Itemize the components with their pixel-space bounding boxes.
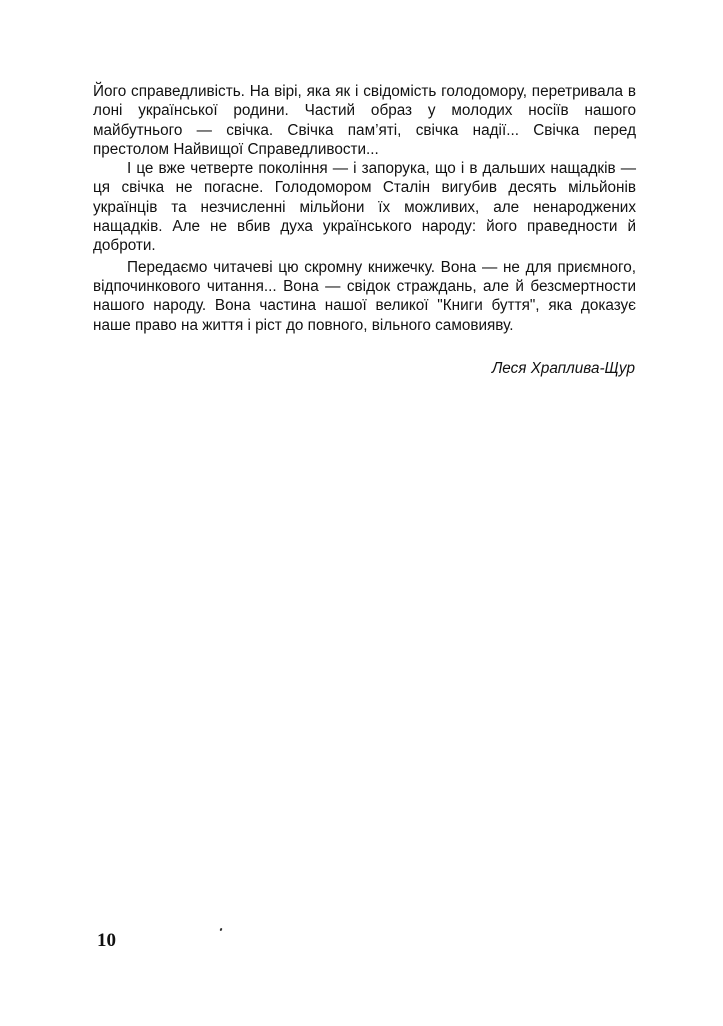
paragraph-book-dedication: Передаємо читачеві цю скромну книжечку. Вона — не для приємного, відпочинкового читання... Вона — свідок страждань, але й безсмертности нашого народу. Вона частина нашої великої "Книги буття", яка доказує наше право на життя і ріст до повного, вільного самовияву. xyxy=(93,258,636,334)
author-signature: Леся Храплива-Щур xyxy=(491,360,635,377)
scan-speck xyxy=(219,928,222,932)
page-number: 10 xyxy=(97,930,116,951)
paragraph-fourth-generation: І це вже четверте покоління — і запорука, що і в дальших нащадків — ця свічка не погасне. Голодомором Сталін вигубив десять мільйонів українців та незчисленні мільйони їх можливих, але ненароджених нащадків. Але не вбив духа українського народу: його праведности й доброти. xyxy=(93,160,636,255)
body-text xyxy=(93,82,636,335)
paragraph-continuation: Його справедливість. На вірі, яка як і свідомість голодомору, перетривала в лоні української родини. Частий образ у молодих носіїв нашого майбутнього — свічка. Свічка пам’яті, свічка надії... Свічка перед престолом Найвищої Справедливости... xyxy=(93,83,636,158)
